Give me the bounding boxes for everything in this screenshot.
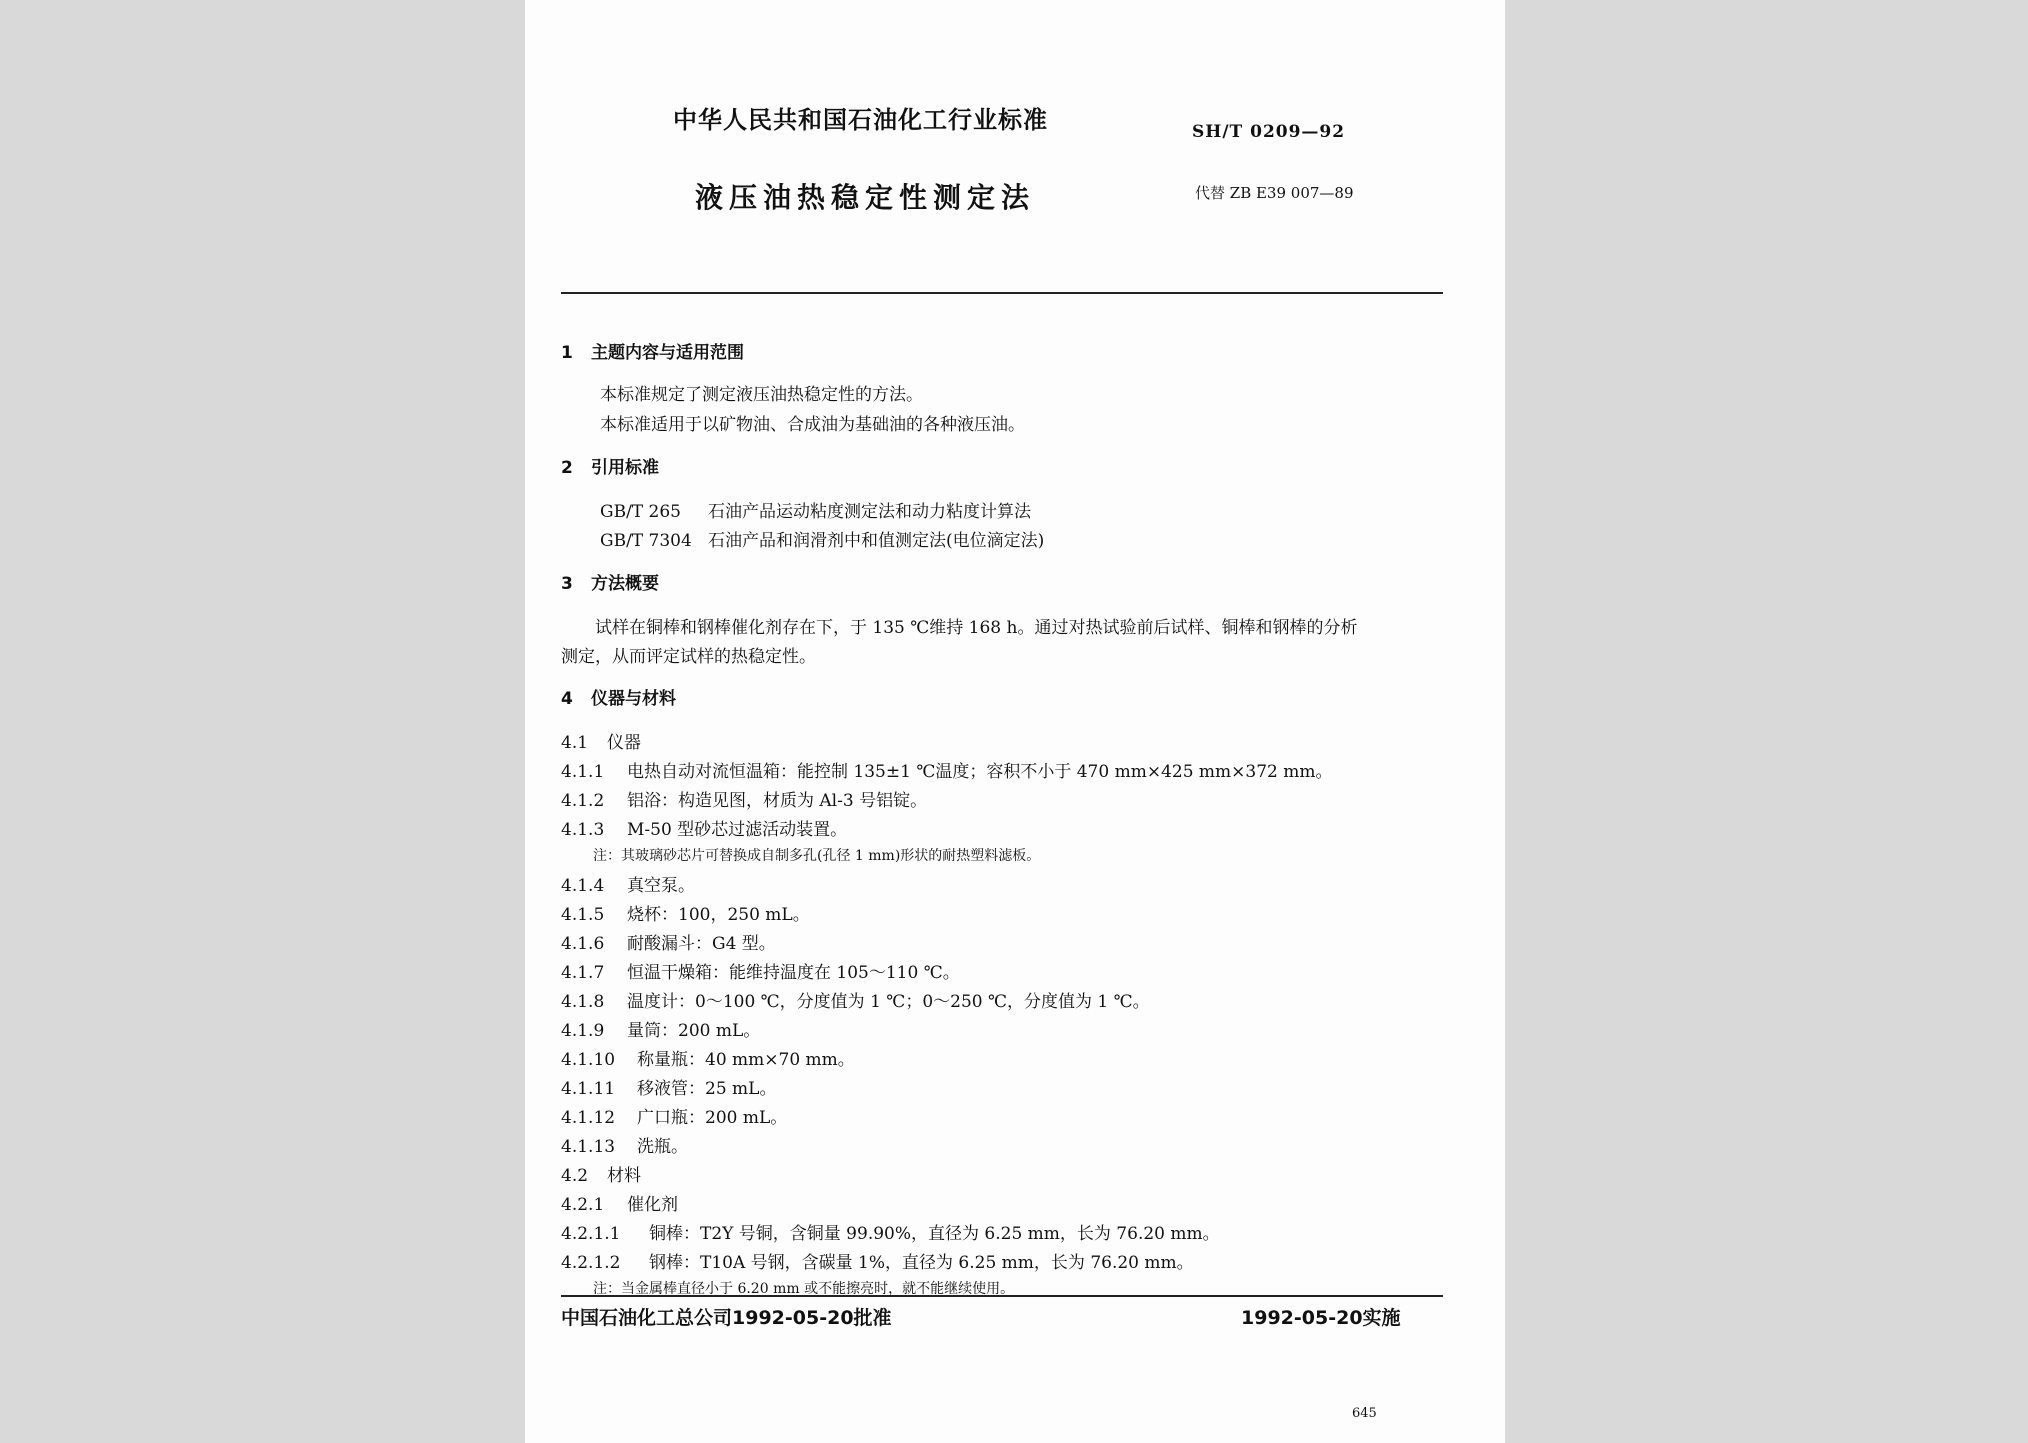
footer-rule <box>561 1295 1443 1297</box>
section-3-heading: 3 方法概要 <box>561 574 659 594</box>
list-item: 4.2 材料 <box>561 1166 641 1186</box>
list-item: 4.1.11 移液管：25 mL。 <box>561 1079 777 1099</box>
list-item: 4.1.9 量筒：200 mL。 <box>561 1021 761 1041</box>
section-1-paragraph-1: 本标准规定了测定液压油热稳定性的方法。 <box>600 385 923 405</box>
list-item: 4.2.1.2 钢棒：T10A 号钢，含碳量 1%，直径为 6.25 mm，长为 76.20 mm。 <box>561 1253 1194 1273</box>
page-number: 645 <box>1352 1406 1377 1421</box>
list-item: 4.1.5 烧杯：100，250 mL。 <box>561 905 810 925</box>
list-item: 4.1.12 广口瓶：200 mL。 <box>561 1108 788 1128</box>
approval-line: 中国石油化工总公司1992-05-20批准 <box>561 1307 892 1329</box>
list-item: 4.1.2 铝浴：构造见图，材质为 Al-3 号铝锭。 <box>561 791 928 811</box>
note: 注：其玻璃砂芯片可替换成自制多孔(孔径 1 mm)形状的耐热塑料滤板。 <box>593 848 1041 864</box>
list-item: 4.2.1.1 铜棒：T2Y 号铜，含铜量 99.90%，直径为 6.25 mm，长为 76.20 mm。 <box>561 1224 1220 1244</box>
list-item: 4.1.1 电热自动对流恒温箱：能控制 135±1 ℃温度；容积不小于 470 mm×425 mm×372 mm。 <box>561 762 1333 782</box>
header-rule <box>561 292 1443 294</box>
list-item: 4.1.3 M-50 型砂芯过滤活动装置。 <box>561 820 848 840</box>
list-item: 4.1.6 耐酸漏斗：G4 型。 <box>561 934 776 954</box>
section-3-text-line-2: 测定，从而评定试样的热稳定性。 <box>561 647 816 667</box>
document-title: 液压油热稳定性测定法 <box>695 181 1036 214</box>
list-item: 4.1.4 真空泵。 <box>561 876 695 896</box>
section-1-heading: 1 主题内容与适用范围 <box>561 343 744 363</box>
list-item: 4.1 仪器 <box>561 733 641 753</box>
standard-code: SH/T 0209—92 <box>1192 122 1346 142</box>
note: 注：当金属棒直径小于 6.20 mm 或不能擦亮时，就不能继续使用。 <box>593 1281 1015 1297</box>
list-item: 4.1.8 温度计：0～100 ℃，分度值为 1 ℃；0～250 ℃，分度值为 1 ℃。 <box>561 992 1150 1012</box>
list-item: 4.2.1 催化剂 <box>561 1195 678 1215</box>
list-item: 4.1.10 称量瓶：40 mm×70 mm。 <box>561 1050 855 1070</box>
section-3-text-line-1: 试样在铜棒和钢棒催化剂存在下，于 135 ℃维持 168 h。通过对热试验前后试样、铜棒和钢棒的分析 <box>595 618 1358 638</box>
replaces-note: 代替 ZB E39 007—89 <box>1195 184 1354 202</box>
section-2-heading: 2 引用标准 <box>561 458 659 478</box>
list-item: 4.1.13 洗瓶。 <box>561 1137 688 1157</box>
effective-date: 1992-05-20实施 <box>1241 1307 1401 1329</box>
list-item: 4.1.7 恒温干燥箱：能维持温度在 105～110 ℃。 <box>561 963 960 983</box>
reference-item: GB/T 265 石油产品运动粘度测定法和动力粘度计算法 <box>600 502 1031 522</box>
document-page <box>525 0 1505 1443</box>
issuing-organization: 中华人民共和国石油化工行业标准 <box>673 106 1048 134</box>
section-4-heading: 4 仪器与材料 <box>561 689 676 709</box>
reference-item: GB/T 7304 石油产品和润滑剂中和值测定法(电位滴定法) <box>600 531 1045 551</box>
section-1-paragraph-2: 本标准适用于以矿物油、合成油为基础油的各种液压油。 <box>600 415 1025 435</box>
